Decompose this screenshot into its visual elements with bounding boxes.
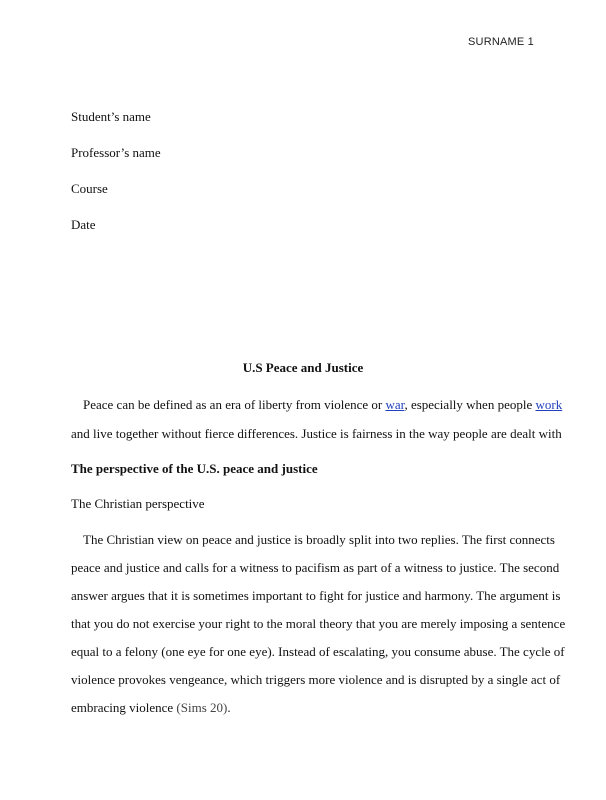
student-name: Student’s name (71, 109, 151, 124)
paragraph-line-5: equal to a felony (one eye for one eye). Instead of escalating, you consume abuse. The cycle of (71, 644, 565, 659)
citation: (Sims 20) (176, 700, 228, 715)
paper-title: U.S Peace and Justice (242, 360, 364, 375)
paragraph-line-4: that you do not exercise your right to the moral theory that you are merely imposing a sentence (71, 616, 566, 631)
paragraph-line-6: violence provokes vengeance, which triggers more violence and is disrupted by a single act of (71, 672, 561, 687)
intro-text-b: , especially when people (404, 397, 536, 412)
intro-line-2: and live together without fierce differences. Justice is fairness in the way people are dealt with (71, 426, 562, 441)
section-heading: The perspective of the U.S. peace and justice (71, 461, 318, 476)
paragraph-line-1: The Christian view on peace and justice is broadly split into two replies. The first connects (83, 532, 555, 547)
paragraph-line-3: answer argues that it is sometimes important to fight for justice and harmony. The argument is (71, 588, 561, 603)
professor-name: Professor’s name (71, 145, 161, 160)
paragraph-line-7 (71, 700, 231, 716)
subsection-heading: The Christian perspective (71, 496, 205, 511)
paragraph-line-7-end: . (227, 700, 231, 715)
date: Date (71, 217, 96, 232)
intro-text-a: Peace can be defined as an era of liberty from violence or (83, 397, 386, 412)
work-link[interactable]: work (535, 397, 563, 412)
intro-line-1 (83, 397, 562, 413)
paragraph-line-2: peace and justice and calls for a witness to pacifism as part of a witness to justice. The second (71, 560, 560, 575)
course: Course (71, 181, 108, 196)
running-head: SURNAME 1 (468, 36, 534, 48)
paragraph-line-7-text: embracing violence (71, 700, 177, 715)
war-link[interactable]: war (385, 397, 405, 412)
